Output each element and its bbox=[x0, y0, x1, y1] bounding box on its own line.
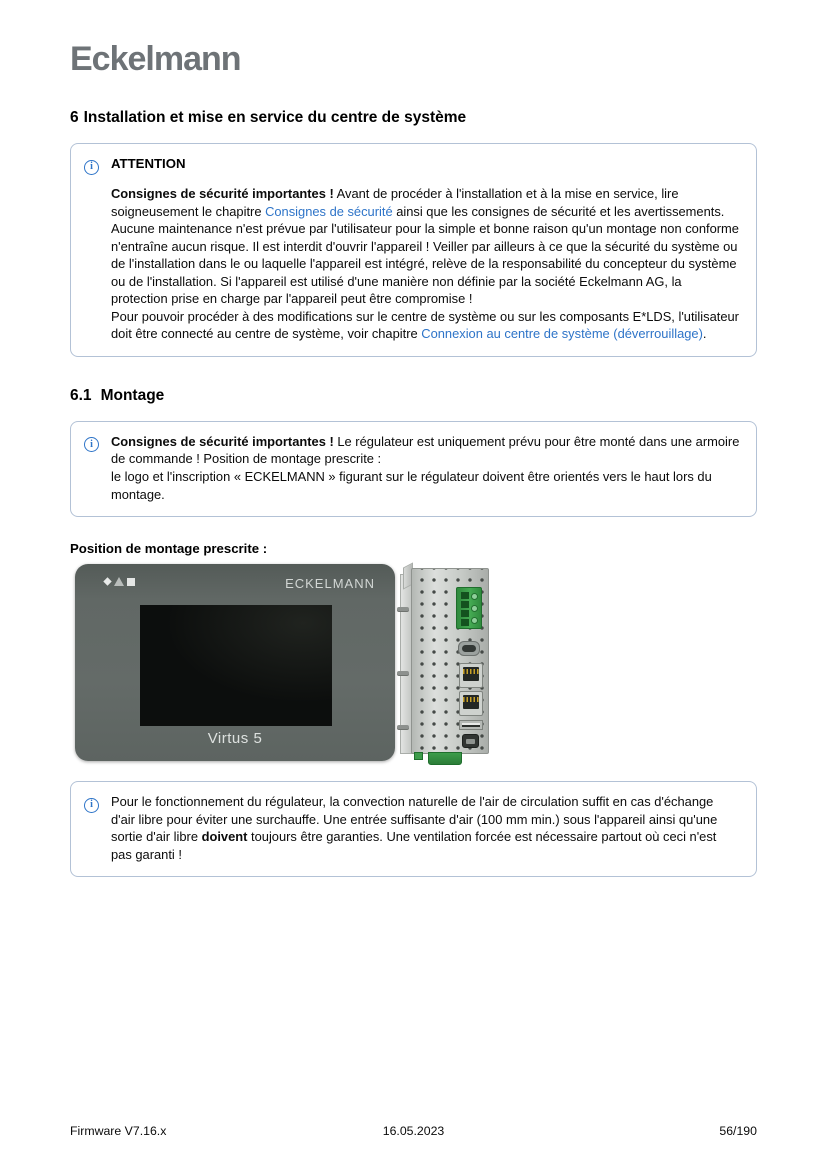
terminal-screw bbox=[471, 617, 478, 624]
ventilation-bold: doivent bbox=[201, 829, 248, 845]
device-screen bbox=[140, 605, 332, 726]
attention-box bbox=[70, 143, 757, 357]
logo-square-icon bbox=[127, 578, 135, 586]
ventilation-note-icon-col bbox=[84, 793, 111, 813]
montage-note-icon-col bbox=[84, 433, 111, 453]
logo-triangle-icon bbox=[114, 577, 124, 586]
subsection-number: 6.1 bbox=[70, 386, 92, 404]
attention-p1-text1: Avant de procéder à l'installation et à la mise en service, lire soigneusement le chapitre bbox=[111, 185, 679, 219]
montage-note-line2: le logo et l'inscription « ECKELMANN » figurant sur le régulateur doivent être orientés vers le haut lors du montage. bbox=[111, 468, 712, 502]
figure-area bbox=[70, 564, 757, 764]
footer-date: 16.05.2023 bbox=[382, 1124, 445, 1138]
montage-note-text1: Le régulateur est uniquement prévu pour être monté dans une armoire de commande ! Position de montage prescrite : bbox=[111, 433, 740, 467]
terminal-pin bbox=[461, 619, 469, 626]
terminal-pin bbox=[461, 610, 469, 617]
info-icon: i bbox=[84, 437, 99, 452]
attention-box-icon-col bbox=[84, 155, 111, 175]
ethernet-port-1 bbox=[459, 663, 483, 688]
device-logo-marks bbox=[104, 577, 135, 586]
terminal-screw bbox=[471, 605, 478, 612]
page-footer bbox=[70, 1124, 757, 1138]
ventilation-note-box bbox=[70, 781, 757, 877]
attention-box-body bbox=[111, 155, 740, 343]
ventilation-text2: toujours être garanties. Une ventilation forcée est nécessaire partout où ceci n'est pas garanti ! bbox=[111, 829, 717, 862]
serial-db9-connector bbox=[458, 641, 480, 656]
ventilation-note-body bbox=[111, 793, 740, 863]
usb-a-port-inner bbox=[462, 723, 480, 727]
section-heading bbox=[70, 109, 757, 127]
terminal-pin bbox=[461, 601, 469, 608]
section-number: 6 bbox=[70, 109, 79, 126]
mini-usb-port-inner bbox=[466, 739, 475, 744]
screw-icon bbox=[397, 671, 409, 675]
attention-paragraph-1 bbox=[111, 185, 740, 308]
bottom-green-tab bbox=[414, 752, 423, 760]
footer-page-number: 56/190 bbox=[719, 1124, 757, 1138]
ethernet-port-2 bbox=[459, 691, 483, 716]
screw-icon bbox=[397, 725, 409, 729]
ethernet-port-2-inner bbox=[463, 695, 479, 709]
montage-note-bold: Consignes de sécurité importantes ! bbox=[111, 433, 334, 449]
subsection-title: Montage bbox=[100, 386, 165, 404]
info-icon: i bbox=[84, 798, 99, 813]
bottom-green-connector bbox=[428, 752, 462, 765]
montage-note-body bbox=[111, 433, 740, 503]
attention-box-title: ATTENTION bbox=[111, 156, 186, 171]
green-terminal-block bbox=[456, 587, 482, 629]
attention-p2-text2: . bbox=[702, 326, 707, 342]
mini-usb-port bbox=[462, 734, 479, 748]
figure-caption: Position de montage prescrite : bbox=[70, 541, 268, 557]
screw-icon bbox=[397, 607, 409, 611]
device-front-image bbox=[75, 564, 395, 761]
link-connexion-centre-systeme[interactable]: Connexion au centre de système (déverrouillage) bbox=[421, 326, 703, 342]
ethernet-port-1-inner bbox=[463, 667, 479, 681]
attention-paragraph-2 bbox=[111, 308, 740, 343]
device-model-text: Virtus 5 bbox=[207, 730, 263, 748]
ventilation-text1: Pour le fonctionnement du régulateur, la convection naturelle de l'air de circulation suffit en cas d'échange d'air libre pour éviter une surchauffe. Une entrée suffisante d'air (100 mm min.) sous l'appareil ainsi qu'une sortie d'air libre bbox=[111, 794, 718, 845]
info-icon: i bbox=[84, 160, 99, 175]
montage-note-line1 bbox=[111, 433, 740, 468]
montage-note-box bbox=[70, 421, 757, 517]
attention-p1-bold: Consignes de sécurité importantes ! bbox=[111, 185, 334, 201]
db9-pins bbox=[462, 645, 476, 652]
link-consignes-de-securite[interactable]: Consignes de sécurité bbox=[265, 203, 393, 219]
logo-diamond-icon bbox=[103, 577, 111, 585]
device-side-image bbox=[400, 568, 490, 764]
terminal-screw bbox=[471, 593, 478, 600]
terminal-pin bbox=[461, 592, 469, 599]
usb-a-port bbox=[459, 720, 483, 730]
subsection-heading bbox=[70, 387, 757, 405]
perforated-side-plate bbox=[411, 568, 489, 754]
device-brand-text: ECKELMANN bbox=[285, 576, 375, 592]
attention-p1-text2: ainsi que les consignes de sécurité et les avertissements. Aucune maintenance n'est prévue par l'utilisateur pour la simple et bonne raison qu'un montage non conforme n'entraîne aucun risque. Il est interdit d'ouvrir l'appareil ! Veiller par ailleurs à ce que la sécurité du système ou de l'installation dans le ou laquelle l'appareil est intégré, relève de la responsabilité du concepteur du système ou de l'installation. Si l'appareil est utilisé d'une manière non définie par la société Eckelmann AG, la protection prise en charge par l'appareil peut être compromise ! bbox=[111, 203, 739, 307]
footer-firmware-version: Firmware V7.16.x bbox=[70, 1124, 167, 1138]
eckelmann-logo: Eckelmann bbox=[70, 40, 241, 78]
section-title: Installation et mise en service du centre de système bbox=[83, 109, 467, 126]
attention-p2-text1: Pour pouvoir procéder à des modifications sur le centre de système ou sur les composants E*LDS, l'utilisateur doit être connecté au centre de système, voir chapitre bbox=[111, 308, 739, 342]
